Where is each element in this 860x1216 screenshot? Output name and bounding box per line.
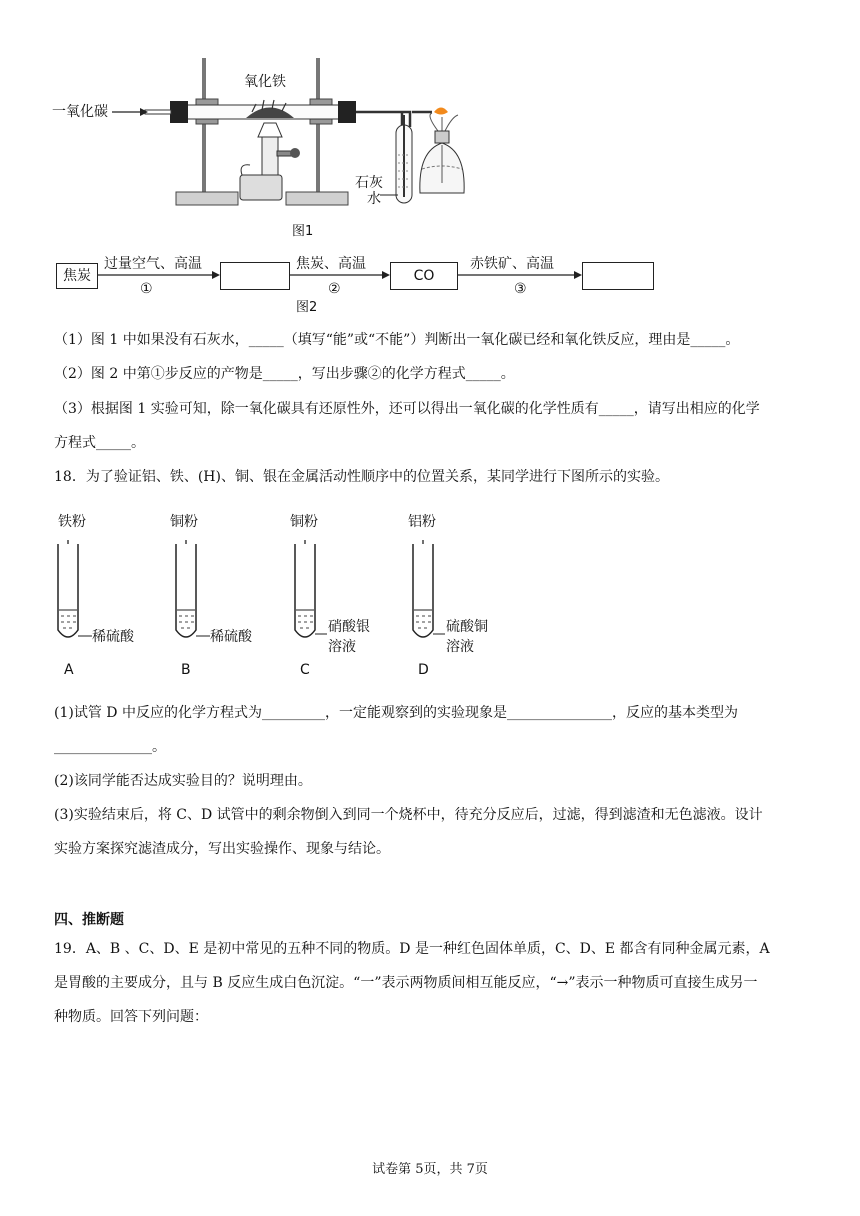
coke-box: 焦炭 (56, 263, 98, 289)
q17-part-1: （1）图 1 中如果没有石灰水，_____（填写“能”或“不能”）判断出一氧化碳已经和氧化铁反应，理由是_____。 (54, 332, 740, 348)
co-box: CO (390, 262, 458, 290)
tube-c-top-label: 铜粉 (290, 514, 318, 530)
page-footer: 试卷第 5页，共 7页 (372, 1162, 488, 1177)
tube-d-side-label-1: 硫酸铜 (446, 619, 488, 635)
q17-part-3-line-2: 方程式_____。 (54, 435, 145, 451)
tube-d-side-label-2: 溶液 (446, 639, 474, 655)
test-tube-b (176, 540, 210, 637)
tube-c-side-label-2: 溶液 (328, 639, 356, 655)
tube-a-letter: A (64, 662, 74, 678)
q17-part-3-line-1: （3）根据图 1 实验可知，除一氧化碳具有还原性外，还可以得出一氧化碳的化学性质有_____，请写出相应的化学 (54, 401, 760, 417)
step-1-condition: 过量空气、高温 (104, 256, 202, 272)
step-3-number: ③ (514, 281, 527, 297)
q18-sub-3-line-1: (3)实验结束后，将 C、D 试管中的剩余物倒入到同一个烧杯中，待充分反应后，过滤，得到滤渣和无色滤液。设计 (54, 807, 763, 823)
figure-1-caption: 图1 (292, 224, 314, 239)
co-label: 一氧化碳 (52, 104, 108, 120)
q18-sub-2: (2)该同学能否达成实验目的？说明理由。 (54, 773, 312, 789)
step-3-condition: 赤铁矿、高温 (470, 256, 554, 272)
q19-line-1: 19．A、B 、C、D、E 是初中常见的五种不同的物质。D 是一种红色固体单质，C、D、E 都含有同种金属元素，A (54, 941, 770, 957)
tube-b-top-label: 铜粉 (170, 514, 198, 530)
q18-sub-3-line-2: 实验方案探究滤渣成分，写出实验操作、现象与结论。 (54, 841, 390, 857)
test-tube-c (295, 540, 327, 637)
figure-2-caption: 图2 (296, 300, 318, 315)
tube-b-side-label: 稀硫酸 (210, 629, 252, 645)
iron-oxide-label: 氧化铁 (244, 74, 286, 90)
tube-b-letter: B (181, 662, 191, 678)
tube-d-letter: D (418, 662, 429, 678)
q19-line-2: 是胃酸的主要成分，且与 B 反应生成白色沉淀。“一”表示两物质间相互能反应，“→”表示一种物质可直接生成另一 (54, 975, 758, 991)
tube-a-side-label: 稀硫酸 (92, 629, 134, 645)
tube-a-top-label: 铁粉 (58, 514, 86, 530)
q18-stem: 18．为了验证铝、铁、(H)、铜、银在金属活动性顺序中的位置关系，某同学进行下图所示的实验。 (54, 469, 669, 485)
limewater-label-line1: 石灰 (355, 175, 383, 191)
tube-c-side-label-1: 硝酸银 (328, 619, 370, 635)
q18-sub-1-line-1: (1)试管 D 中反应的化学方程式为_________，一定能观察到的实验现象是_______________，反应的基本类型为 (54, 705, 738, 721)
step-2-condition: 焦炭、高温 (296, 256, 366, 272)
test-tube-d (413, 540, 445, 637)
step-2-number: ② (328, 281, 341, 297)
tube-d-top-label: 铝粉 (408, 514, 436, 530)
q19-line-3: 种物质。回答下列问题： (54, 1009, 208, 1025)
section-4-heading: 四、推断题 (54, 912, 124, 928)
test-tube-a (58, 540, 92, 637)
q18-sub-1-line-2: ______________。 (54, 739, 166, 755)
limewater-label-line2: 水 (367, 191, 381, 207)
step-1-number: ① (140, 281, 153, 297)
tube-c-letter: C (300, 662, 310, 678)
q17-part-2: （2）图 2 中第①步反应的产物是_____，写出步骤②的化学方程式_____。 (54, 366, 515, 382)
